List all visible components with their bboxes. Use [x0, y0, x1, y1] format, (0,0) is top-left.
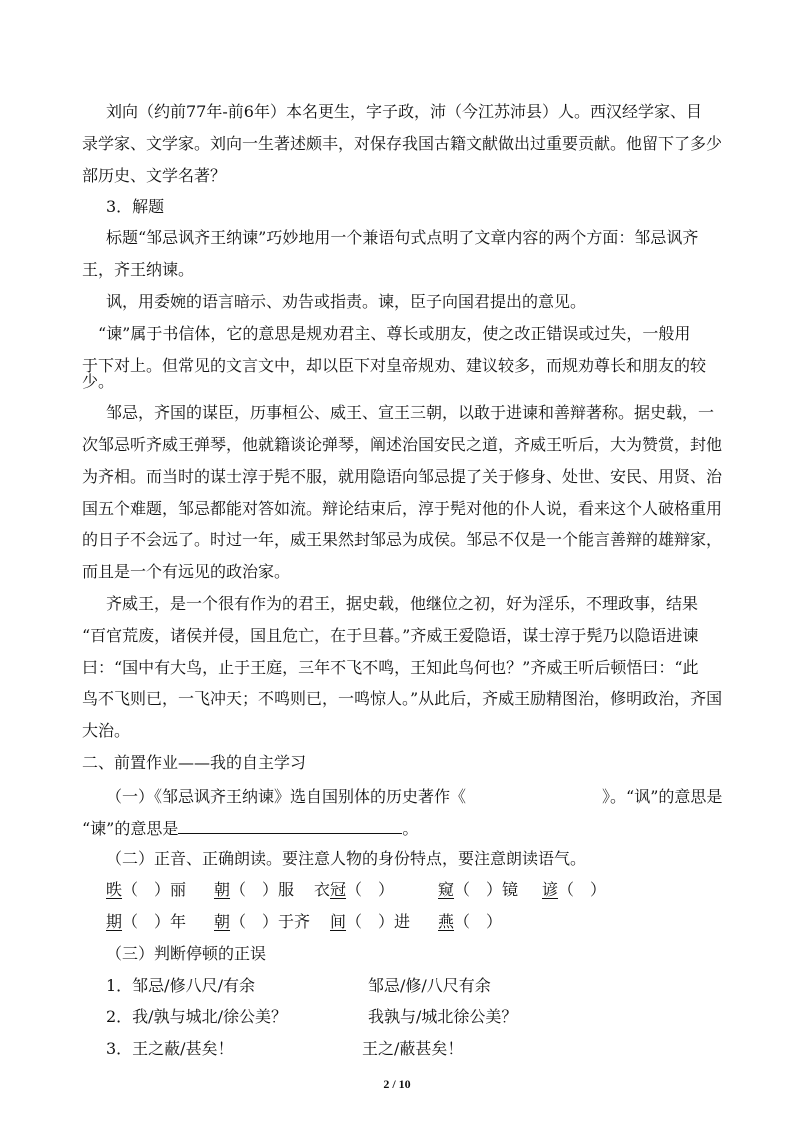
pron-char: 朝 [214, 880, 231, 899]
pron-item [542, 880, 606, 900]
pron-after: 丽 [170, 880, 187, 899]
zouji-line-4: 国五个难题，邹忌都能对答如流。辩论结束后，淳于髡对他的仆人说，看来这个人破格重用 [82, 499, 723, 518]
q3-item-1-right: 邹忌/修/八尺有余 [368, 976, 491, 995]
q3-item-2-right: 我孰与/城北徐公美？ [368, 1007, 518, 1026]
qiweiwang-line-1: 齐威王，是一个很有作为的君王，据史载，他继位之初，好为淫乐，不理政事，结果 [106, 594, 699, 613]
qiweiwang-line-4: 鸟不飞则已，一飞冲天；不鸣则已，一鸣惊人。”从此后，齐威王励精图治，修明政治，齐国 [82, 689, 723, 708]
pron-answer-slot[interactable]: （ ） [346, 880, 395, 899]
q1-blank-book[interactable] [466, 786, 602, 802]
q1-text-d: 。 [402, 819, 419, 838]
qiweiwang-line-2: “百官荒废，诸侯并侵，国且危亡，在于旦暮。”齐威王爱隐语，谋士淳于髡乃以隐语进谏 [82, 626, 699, 645]
pron-answer-slot[interactable]: （ ） [454, 912, 503, 931]
pron-answer-slot[interactable]: （ ） [230, 912, 279, 931]
jieti-p3-line-1: “谏”属于书信体，它的意思是规劝君主、尊长或朋友，使之改正错误或过失，一般用 [98, 324, 691, 343]
pron-answer-slot[interactable]: （ ） [122, 912, 171, 931]
pron-answer-slot[interactable]: （ ） [230, 880, 279, 899]
jieti-p3-line-3: 少。 [82, 372, 115, 391]
zouji-line-1: 邹忌，齐国的谋臣，历事桓公、威王、宣王三朝，以敢于进谏和善辩著称。据史载，一 [106, 403, 715, 422]
section-2-heading: 二、前置作业——我的自主学习 [82, 753, 307, 772]
pron-answer-slot[interactable]: （ ） [454, 880, 503, 899]
jieti-p3-line-2: 于下对上。但常见的文言文中，却以臣下对皇帝规劝、建议较多，而规劝尊长和朋友的较 [82, 356, 707, 375]
section-3-heading: 3．解题 [106, 197, 165, 216]
pron-char: 谚 [542, 880, 559, 899]
q1-line-1 [106, 785, 722, 807]
zouji-line-3: 为齐相。而当时的谋士淳于髡不服，就用隐语向邹忌提了关于修身、处世、安民、用贤、治 [82, 467, 723, 486]
zouji-line-5: 的日子不会远了。时过一年，威王果然封邹忌为成侯。邹忌不仅是一个能言善辩的雄辩家， [82, 530, 723, 549]
q1-text-b: 》。“讽”的意思是 [602, 787, 723, 806]
q3-item-3-right: 王之/蔽甚矣！ [362, 1039, 464, 1058]
pron-item [330, 912, 410, 932]
page-number: 2 / 10 [383, 1077, 411, 1091]
pron-after: 于齐 [278, 912, 311, 931]
pron-answer-slot[interactable]: （ ） [558, 880, 607, 899]
pron-item [106, 880, 186, 900]
pron-char: 间 [330, 912, 347, 931]
pron-after: 进 [394, 912, 411, 931]
pron-char: 冠 [330, 880, 347, 899]
q3-item-2-left: 2．我/孰与城北/徐公美？ [106, 1007, 287, 1026]
q2-row-2 [106, 912, 706, 932]
pron-after: 服 [278, 880, 295, 899]
intro-line-1: 刘向（约前77年-前6年）本名更生，字子政，沛（今江苏沛县）人。西汉经学家、目 [106, 102, 702, 121]
pron-after: 镜 [502, 880, 519, 899]
pron-char: 燕 [438, 912, 455, 931]
pron-item [438, 912, 502, 932]
q2-heading: （二）正音、正确朗读。要注意人物的身份特点，要注意朗读语气。 [106, 849, 587, 868]
q3-heading: （三）判断停顿的正误 [106, 944, 267, 963]
pron-before: 衣 [314, 880, 331, 899]
pron-after: 年 [170, 912, 187, 931]
pron-item [438, 880, 518, 900]
pron-item [214, 912, 310, 932]
pron-char: 窥 [438, 880, 455, 899]
pron-answer-slot[interactable]: （ ） [122, 880, 171, 899]
q1-blank-jian[interactable] [178, 817, 402, 834]
jieti-p1-line-2: 王，齐王纳谏。 [82, 260, 195, 279]
jieti-p2: 讽，用委婉的语言暗示、劝告或指责。谏，臣子向国君提出的意见。 [106, 292, 587, 311]
pron-item [314, 880, 394, 900]
zouji-line-6: 而且是一个有远见的政治家。 [82, 562, 291, 581]
q3-item-1-left: 1．邹忌/修八尺/有余 [106, 976, 255, 995]
pron-char: 期 [106, 912, 123, 931]
intro-line-3: 部历史、文学名著？ [82, 166, 227, 185]
q3-item-3-left: 3．王之蔽/甚矣！ [106, 1039, 234, 1058]
qiweiwang-line-3: 曰：“国中有大鸟，止于王庭，三年不飞不鸣，王知此鸟何也？”齐威王听后顿悟曰：“此 [82, 658, 699, 677]
intro-line-2: 录学家、文学家。刘向一生著述颇丰，对保存我国古籍文献做出过重要贡献。他留下了多少 [82, 134, 723, 153]
qiweiwang-line-5: 大治。 [82, 721, 131, 740]
q2-row-1 [106, 880, 706, 900]
zouji-line-2: 次邹忌听齐威王弹琴，他就籍谈论弹琴，阐述治国安民之道，齐威王听后，大为赞赏，封他 [82, 435, 723, 454]
jieti-p1-line-1: 标题“邹忌讽齐王纳谏”巧妙地用一个兼语句式点明了文章内容的两个方面：邹忌讽齐 [106, 228, 699, 247]
q1-text-a: （一）《邹忌讽齐王纳谏》选自国别体的历史著作《 [106, 787, 467, 806]
pron-item [214, 880, 294, 900]
pron-answer-slot[interactable]: （ ） [346, 912, 395, 931]
pron-char: 昳 [106, 880, 123, 899]
pron-item [106, 912, 186, 932]
pron-char: 朝 [214, 912, 231, 931]
q1-line-2 [82, 817, 418, 839]
q1-text-c: “谏”的意思是 [82, 819, 179, 838]
